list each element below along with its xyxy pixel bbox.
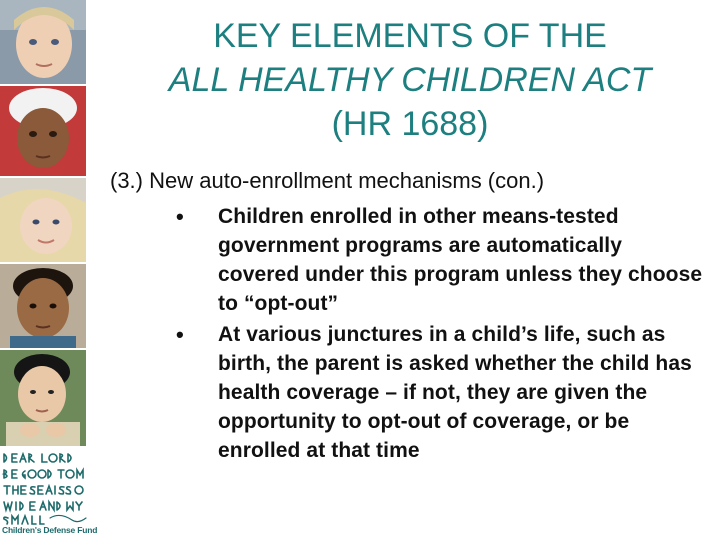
bullet-list <box>176 202 706 467</box>
organization-name: Children's Defense Fund <box>2 525 98 535</box>
child-photo-1 <box>0 0 86 84</box>
bullet-text: At various junctures in a child’s life, such as birth, the parent is asked whether the child has health coverage – if not, they are given the opportunity to opt-out of coverage, or be enrolled at that time <box>218 323 692 462</box>
section-subheading: (3.) New auto-enrollment mechanisms (con.) <box>110 168 545 193</box>
photo-strip <box>0 0 98 540</box>
title-line-1: KEY ELEMENTS OF THE <box>213 17 607 55</box>
bullet-item <box>176 320 706 465</box>
child-photo-4 <box>0 264 86 348</box>
bullet-marker: • <box>176 204 184 229</box>
child-photo-3 <box>0 178 86 262</box>
bullet-item <box>176 202 706 318</box>
child-photo-5 <box>0 350 86 446</box>
title-line-3: (HR 1688) <box>331 105 489 143</box>
child-photo-2 <box>0 86 86 176</box>
bullet-text: Children enrolled in other means-tested government programs are automatically covered under this program unless they choose to “opt-out” <box>218 205 703 315</box>
bullet-marker: • <box>176 322 184 347</box>
title-line-2: ALL HEALTHY CHILDREN ACT <box>168 61 652 99</box>
slide-title <box>110 14 710 146</box>
